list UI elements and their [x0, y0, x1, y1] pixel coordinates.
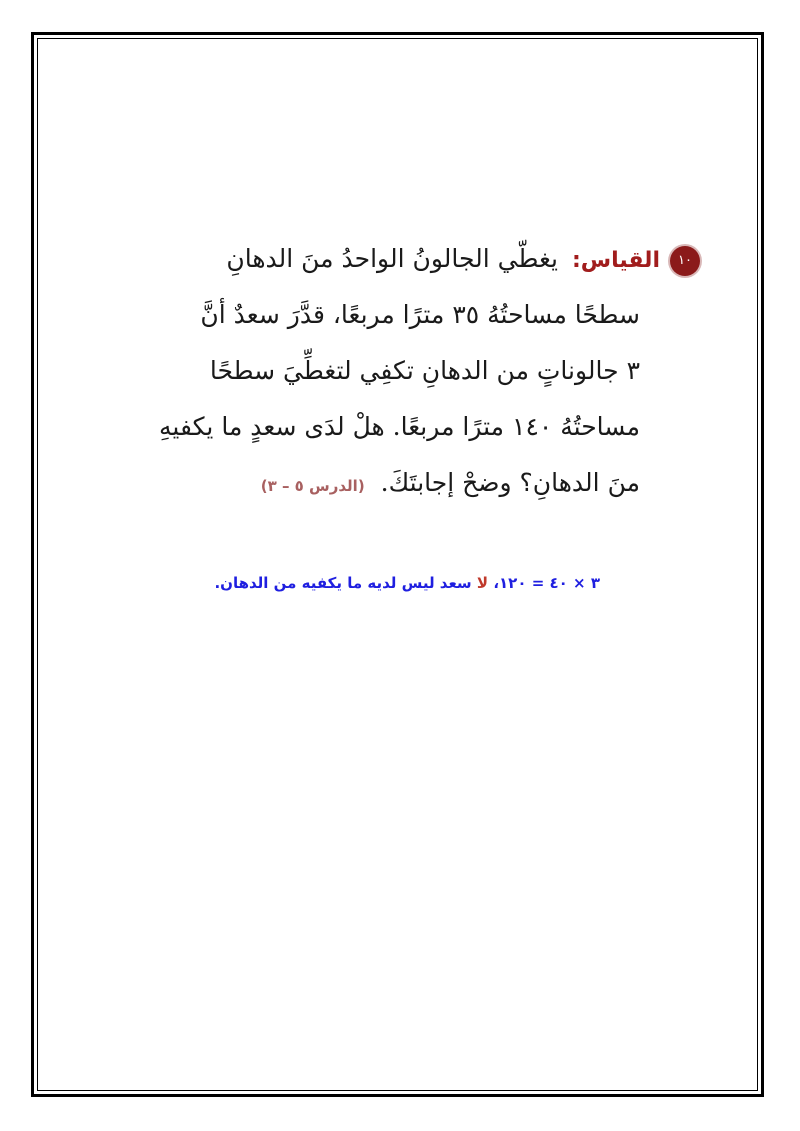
- problem-text-line: منَ الدهانِ؟ وضحْ إجابتَكَ.: [380, 468, 640, 497]
- lesson-reference: (الدرس ٥ – ٣): [260, 477, 365, 495]
- problem-text-line: سطحًا مساحتُهُ ٣٥ مترًا مربعًا، قدَّرَ سعدٌ أنَّ: [200, 300, 640, 329]
- answer-negation: لا: [476, 574, 489, 592]
- problem-text-line: يغطّي الجالونُ الواحدُ منَ الدهانِ: [226, 244, 558, 273]
- problem-block: [160, 228, 700, 508]
- problem-line-3: [210, 348, 640, 394]
- problem-number-badge: ١٠: [670, 246, 700, 276]
- answer-conclusion: سعد ليس لديه ما يكفيه من الدهان.: [214, 574, 472, 592]
- problem-topic-label: القياس:: [571, 248, 660, 273]
- page-border-inner: [37, 38, 758, 1091]
- problem-text-line: ٣ جالوناتٍ من الدهانِ تكفِي لتغطِّيَ سطحًا: [209, 356, 640, 385]
- problem-line-4: [159, 404, 640, 450]
- answer-line: [150, 568, 600, 598]
- answer-equation: ٣ × ٤٠ = ١٢٠،: [493, 574, 600, 592]
- problem-line-1: [226, 236, 700, 282]
- problem-line-5: [261, 460, 640, 506]
- problem-text-line: مساحتُهُ ١٤٠ مترًا مربعًا. هلْ لدَى سعدٍ ما يكفيهِ: [159, 412, 640, 441]
- problem-line-2: [200, 292, 640, 338]
